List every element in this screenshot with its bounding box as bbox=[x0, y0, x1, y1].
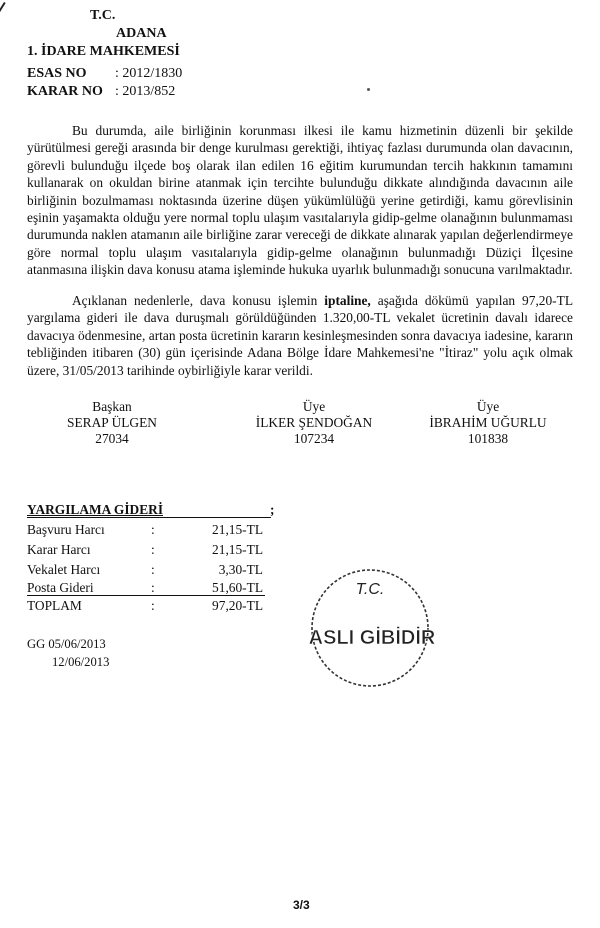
karar-label: KARAR NO bbox=[27, 84, 103, 99]
corner-mark bbox=[0, 2, 6, 40]
costs-semicolon: ; bbox=[270, 502, 275, 517]
signature-number: 107234 bbox=[293, 431, 335, 446]
cost-amount: 21,15-TL bbox=[212, 542, 263, 557]
cost-colon: : bbox=[151, 522, 155, 537]
page-number: 3/3 bbox=[293, 898, 310, 912]
cost-row bbox=[27, 522, 263, 539]
cost-label: Karar Harcı bbox=[27, 542, 91, 557]
cost-amount: 97,20-TL bbox=[212, 598, 263, 613]
cost-row bbox=[27, 562, 263, 579]
paragraph-2 bbox=[27, 292, 573, 379]
stray-dot bbox=[367, 88, 370, 91]
cost-label: Başvuru Harcı bbox=[27, 522, 105, 537]
costs-title: YARGILAMA GİDERİ bbox=[27, 502, 164, 517]
signature-name: İBRAHİM UĞURLU bbox=[429, 415, 547, 430]
signature-name: İLKER ŞENDOĞAN bbox=[255, 415, 373, 430]
cost-amount: 21,15-TL bbox=[212, 522, 263, 537]
cost-colon: : bbox=[151, 562, 155, 577]
cost-colon: : bbox=[151, 542, 155, 557]
signature-number: 27034 bbox=[95, 431, 129, 446]
cost-colon: : bbox=[151, 598, 155, 613]
signature-name: SERAP ÜLGEN bbox=[67, 415, 157, 430]
header-tc: T.C. bbox=[90, 8, 116, 23]
signature-number: 101838 bbox=[467, 431, 509, 446]
paragraph-2-post: aşağıda dökümü yapılan 97,20-TL yargılama gideri ile dava duruşmalı görüldüğünden 1.320,00-TL vekalet ücretinin davalı idarece davacıya ödenmesine, artan posta ücretinin kararın kesinleşmesinden sonra davacıya iadesine, kararın tebliğinden itibaren (30) gün içerisinde Adana Bölge İdare Mahkemesi'ne "İtiraz" yolu açık olmak üzere, 31/05/2013 tarihinde oybirliğiyle karar verildi. bbox=[27, 293, 574, 378]
signature-role: Başkan bbox=[92, 399, 132, 414]
cost-total-row bbox=[27, 598, 263, 615]
costs-title-underline bbox=[27, 517, 271, 518]
cost-row bbox=[27, 542, 263, 559]
header-court: 1. İDARE MAHKEMESİ bbox=[27, 44, 180, 59]
esas-label: ESAS NO bbox=[27, 66, 87, 81]
cost-label: TOPLAM bbox=[27, 598, 82, 613]
esas-value: : 2012/1830 bbox=[115, 66, 183, 81]
official-stamp bbox=[290, 560, 450, 690]
second-date: 12/06/2013 bbox=[52, 655, 110, 669]
total-separator-line bbox=[27, 595, 265, 596]
cost-label: Posta Gideri bbox=[27, 580, 94, 595]
header-city: ADANA bbox=[116, 26, 167, 41]
stamp-main-text: ASLI GİBİDİR bbox=[308, 627, 436, 649]
signature-role: Üye bbox=[302, 399, 326, 414]
cost-amount: 3,30-TL bbox=[218, 562, 263, 577]
signature-president bbox=[37, 399, 187, 447]
karar-value: : 2013/852 bbox=[115, 84, 176, 99]
paragraph-1: Bu durumda, aile birliğinin korunması ilkesi ile kamu hizmetinin düzenli bir şekilde yürütülmesi gereği arasında bir denge kurulması gerektiği, ihtiyaç fazlası durumunda olan davacının, görevli bulunduğu ilçede boş olarak ilan edilen 16 eğitim kurumundan tercih hakkının tamamını kullanarak on okuldan birine atanmak için tercihte bulunduğu dikkate alındığında davacının aile birliğinin bozulmaması noktasında üzerine düşen yükümlülüğü yerine getirdiği, kamu görevlisinin eşinin yaşamakta olduğu yere normal toplu ulaşım vasıtalarıyla gidip-gelme olanağının bulunmaması durumunda naklen atamanın aile birliğine zarar vereceği de dikkate alınarak yapılan değerlendirmeye göre normal toplu ulaşım vasıtalarıyla gidip-gelme olanağının bulunmadığı Düziçi İlçesine atanmasına ilişkin dava konusu atama işleminde hukuka uyarlık bulunmadığı sonucuna varılmaktadır. bbox=[27, 123, 573, 278]
stamp-top-text: T.C. bbox=[355, 581, 385, 598]
esas-no bbox=[27, 65, 182, 83]
karar-no bbox=[27, 83, 175, 101]
cost-label: Vekalet Harcı bbox=[27, 562, 101, 577]
gg-date: GG 05/06/2013 bbox=[27, 637, 106, 651]
signature-member-1 bbox=[239, 399, 389, 447]
paragraph-2-pre: Açıklanan nedenlerle, dava konusu işlemin bbox=[72, 293, 325, 308]
signature-member-2 bbox=[413, 399, 563, 447]
paragraph-2-bold: iptaline, bbox=[324, 293, 371, 308]
cost-amount: 51,60-TL bbox=[212, 580, 263, 595]
cost-colon: : bbox=[151, 580, 155, 595]
signature-role: Üye bbox=[476, 399, 500, 414]
